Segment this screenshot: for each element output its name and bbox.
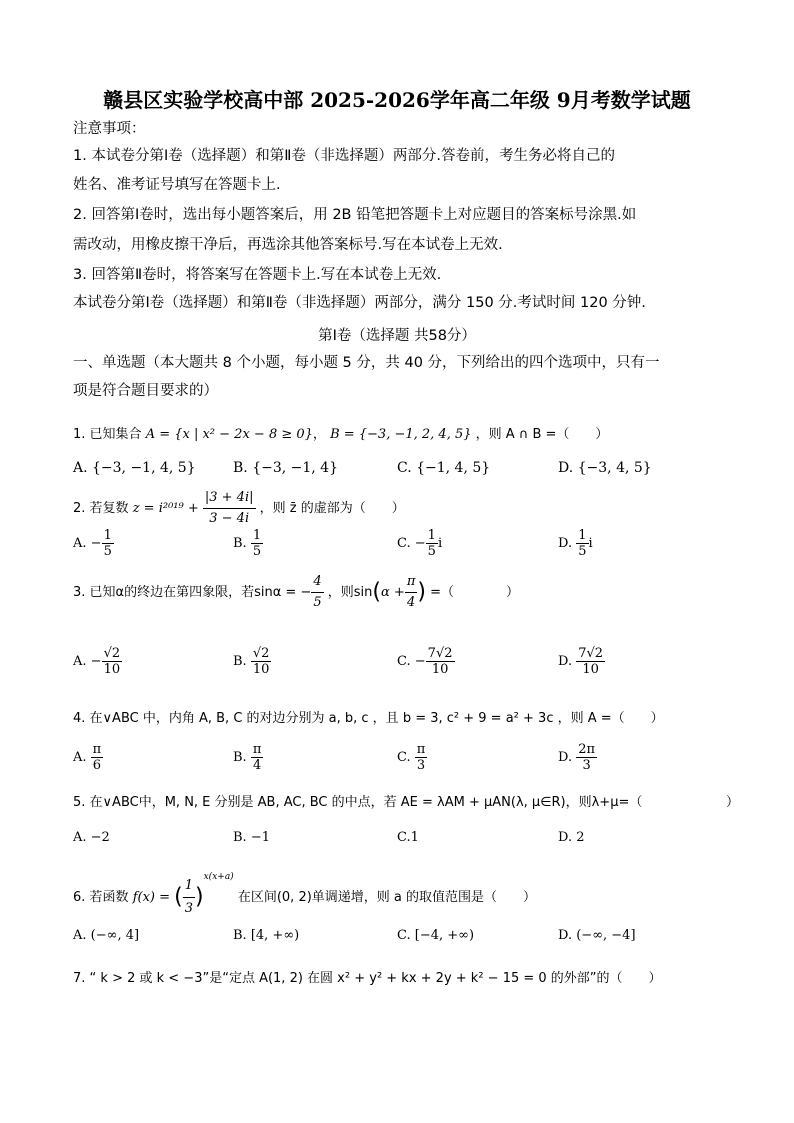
q2-option-d-label: D. bbox=[558, 536, 573, 551]
q2-expr-left: z = i²⁰¹⁹ + bbox=[132, 501, 199, 516]
q2-option-a-sign: − bbox=[90, 536, 102, 551]
notice-item-1-line-1: 1. 本试卷分第Ⅰ卷（选择题）和第Ⅱ卷（非选择题）两部分.答卷前，考生务必将自己的 bbox=[73, 148, 615, 164]
q3-option-c-label: C. bbox=[397, 654, 411, 669]
q3-inner-num: π bbox=[405, 572, 418, 593]
q6-func: f(x) = bbox=[132, 890, 170, 905]
q1-option-c: C. {−1, 4, 5} bbox=[397, 460, 491, 476]
q6-ask: 在区间(0, 2)单调递增，则 a 的取值范围是（ ） bbox=[237, 890, 537, 905]
q1-option-d: D. {−3, 4, 5} bbox=[558, 460, 652, 476]
question-1: 1. 已知集合 A = {x | x² − 2x − 8 ≥ 0}， B = {−3, −1, 2, 4, 5} ，则 A ∩ B =（ ） bbox=[73, 427, 609, 442]
q6-option-d: D. (−∞, −4] bbox=[558, 928, 636, 943]
q3-right-paren: ) bbox=[417, 579, 426, 605]
q2-option-a-label: A. bbox=[73, 536, 87, 551]
q2-option-d-den: 5 bbox=[578, 544, 587, 559]
q4-option-a-label: A. bbox=[73, 750, 87, 765]
q6-fraction-num: 1 bbox=[183, 875, 195, 898]
q6-right-paren: ) bbox=[195, 884, 204, 910]
q2-ask: ，则 z̄ 的虚部为（ ） bbox=[259, 501, 405, 516]
q2-option-a-num: 1 bbox=[103, 528, 112, 543]
q2-option-c-den: 5 bbox=[427, 544, 436, 559]
q2-option-a bbox=[73, 528, 114, 559]
q6-fraction-den: 3 bbox=[184, 901, 194, 916]
q2-prefix: 2. 若复数 bbox=[73, 501, 129, 516]
q2-option-b-fraction bbox=[251, 528, 263, 559]
q3-option-b-num: √2 bbox=[252, 646, 270, 661]
q3-option-c bbox=[397, 646, 455, 677]
q4-option-b-num: π bbox=[252, 742, 262, 757]
q4-option-d-label: D. bbox=[558, 750, 573, 765]
q2-option-b-num: 1 bbox=[252, 528, 262, 543]
q3-fraction bbox=[311, 572, 323, 613]
notice-item-2-line-1: 2. 回答第Ⅰ卷时，选出每小题答案后，用 2B 铅笔把答题卡上对应题目的答案标号涂黑.如 bbox=[73, 207, 637, 223]
q3-prefix: 3. 已知α的终边在第四象限，若sinα = − bbox=[73, 585, 312, 600]
q3-option-d-den: 10 bbox=[582, 662, 599, 677]
q4-option-a-fraction bbox=[91, 742, 104, 773]
q2-option-b-den: 5 bbox=[252, 544, 262, 559]
q4-option-c-fraction bbox=[415, 742, 428, 773]
q4-option-b-den: 4 bbox=[252, 758, 262, 773]
q3-option-a-sign: − bbox=[90, 654, 102, 669]
question-4: 4. 在∨ABC 中，内角 A, B, C 的对边分别为 a, b, c ，且 b = 3, c² + 9 = a² + 3c ，则 A =（ ） bbox=[73, 711, 664, 726]
q6-exponent: x(x+a) bbox=[203, 872, 234, 882]
section-1-intro-line-1: 一、单选题（本大题共 8 个小题，每小题 5 分，共 40 分，下列给出的四个选项中，只有一 bbox=[73, 355, 660, 371]
q3-fraction-den: 5 bbox=[313, 595, 322, 610]
q4-option-b-fraction bbox=[251, 742, 264, 773]
q3-option-a-fraction bbox=[102, 646, 123, 677]
q2-option-d-num: 1 bbox=[578, 528, 587, 543]
q4-option-d bbox=[558, 742, 597, 773]
q2-option-c bbox=[397, 528, 442, 559]
question-2 bbox=[73, 488, 405, 529]
q3-option-a bbox=[73, 646, 122, 677]
question-5: 5. 在∨ABC中，M, N, E 分别是 AB, AC, BC 的中点，若 AE = λAM + μAN(λ, μ∈R)，则λ+μ=（ bbox=[73, 795, 643, 810]
q4-option-c-num: π bbox=[416, 742, 426, 757]
q4-option-d-den: 3 bbox=[582, 758, 591, 773]
q3-option-a-num: √2 bbox=[103, 646, 121, 661]
q2-fraction-numerator: |3 + 4i| bbox=[203, 488, 256, 509]
q3-option-d-num: 7√2 bbox=[578, 646, 604, 661]
q4-option-a-num: π bbox=[92, 742, 102, 757]
q3-option-c-num: 7√2 bbox=[427, 646, 453, 661]
q2-option-c-tail: i bbox=[437, 536, 443, 551]
q4-option-c-label: C. bbox=[397, 750, 411, 765]
q3-option-c-fraction bbox=[426, 646, 455, 677]
q4-option-d-fraction bbox=[576, 742, 597, 773]
q3-option-d-fraction bbox=[576, 646, 605, 677]
q3-inner-den: 4 bbox=[406, 595, 416, 610]
q3-option-a-den: 10 bbox=[103, 662, 121, 677]
q3-ask-1: ，则sin bbox=[327, 585, 373, 600]
q4-option-d-num: 2π bbox=[578, 742, 596, 757]
q3-ask-2: =（ ） bbox=[430, 585, 519, 600]
section-1-intro-line-2: 项是符合题目要求的） bbox=[73, 383, 218, 399]
q3-option-d-label: D. bbox=[558, 654, 573, 669]
q6-prefix: 6. 若函数 bbox=[73, 890, 129, 905]
q6-option-a: A. (−∞, 4] bbox=[73, 928, 140, 943]
q1-ask: ，则 A ∩ B =（ ） bbox=[475, 427, 609, 442]
q5-option-a: A. −2 bbox=[73, 830, 110, 845]
q2-option-c-fraction bbox=[426, 528, 438, 559]
q5-option-b: B. −1 bbox=[233, 830, 270, 845]
q3-option-c-den: 10 bbox=[431, 662, 449, 677]
q4-option-a bbox=[73, 742, 103, 773]
notice-heading: 注意事项： bbox=[73, 121, 146, 137]
q2-option-d-tail: i bbox=[588, 536, 593, 551]
exam-title: 赣县区实验学校高中部 2025-2026学年高二年级 9月考数学试题 bbox=[103, 88, 691, 112]
q3-option-b-label: B. bbox=[233, 654, 247, 669]
q1-set-a: A = {x | x² − 2x − 8 ≥ 0} bbox=[145, 427, 313, 442]
q1-prefix: 1. 已知集合 bbox=[73, 427, 142, 442]
q2-option-c-label: C. bbox=[397, 536, 411, 551]
q3-option-d bbox=[558, 646, 605, 677]
q6-option-b: B. [4, +∞) bbox=[233, 928, 300, 943]
q1-set-b: B = {−3, −1, 2, 4, 5} bbox=[330, 427, 472, 442]
notice-item-2-line-2: 需改动，用橡皮擦干净后，再选涂其他答案标号.写在本试卷上无效. bbox=[73, 237, 503, 253]
q6-option-c: C. [−4, +∞) bbox=[397, 928, 475, 943]
q3-option-c-sign: − bbox=[414, 654, 426, 669]
notice-summary: 本试卷分第Ⅰ卷（选择题）和第Ⅱ卷（非选择题）两部分，满分 150 分.考试时间 120 分钟. bbox=[73, 295, 646, 311]
q2-option-b bbox=[233, 528, 263, 559]
q2-option-d-fraction bbox=[576, 528, 588, 559]
q1-option-b: B. {−3, −1, 4} bbox=[233, 460, 338, 476]
q6-fraction bbox=[183, 875, 195, 920]
q2-fraction bbox=[203, 488, 256, 529]
q5-option-c: C.1 bbox=[397, 830, 419, 845]
q3-fraction-num: 4 bbox=[311, 572, 323, 593]
q3-option-b bbox=[233, 646, 271, 677]
q3-option-b-fraction bbox=[251, 646, 272, 677]
notice-item-3: 3. 回答第Ⅱ卷时，将答案写在答题卡上.写在本试卷上无效. bbox=[73, 267, 442, 283]
question-6 bbox=[73, 866, 536, 920]
q4-option-c-den: 3 bbox=[416, 758, 426, 773]
q2-option-a-fraction bbox=[102, 528, 114, 559]
q3-inner-fraction bbox=[405, 572, 418, 613]
q4-option-a-den: 6 bbox=[92, 758, 102, 773]
q2-option-c-num: 1 bbox=[427, 528, 436, 543]
q6-left-paren: ( bbox=[174, 884, 183, 910]
q3-option-b-den: 10 bbox=[252, 662, 270, 677]
q4-option-b bbox=[233, 742, 263, 773]
q2-option-a-den: 5 bbox=[103, 544, 112, 559]
q4-option-b-label: B. bbox=[233, 750, 247, 765]
q3-option-a-label: A. bbox=[73, 654, 87, 669]
notice-item-1-line-2: 姓名、准考证号填写在答题卡上. bbox=[73, 177, 281, 193]
q3-inner: α + bbox=[381, 585, 405, 600]
q2-option-d bbox=[558, 528, 593, 559]
q5-close-paren: ） bbox=[726, 795, 740, 810]
q4-option-c bbox=[397, 742, 427, 773]
q3-left-paren: ( bbox=[372, 579, 381, 605]
q5-option-d: D. 2 bbox=[558, 830, 585, 845]
question-7: 7. “ k > 2 或 k < −3”是“定点 A(1, 2) 在圆 x² + y² + kx + 2y + k² − 15 = 0 的外部”的（ ） bbox=[73, 971, 662, 986]
question-3 bbox=[73, 572, 519, 613]
q2-option-c-sign: − bbox=[414, 536, 426, 551]
q1-option-a: A. {−3, −1, 4, 5} bbox=[73, 460, 196, 476]
section-1-heading: 第Ⅰ卷（选择题 共58分） bbox=[318, 328, 476, 344]
q2-fraction-denominator: 3 − 4i bbox=[209, 511, 250, 526]
q2-option-b-label: B. bbox=[233, 536, 247, 551]
